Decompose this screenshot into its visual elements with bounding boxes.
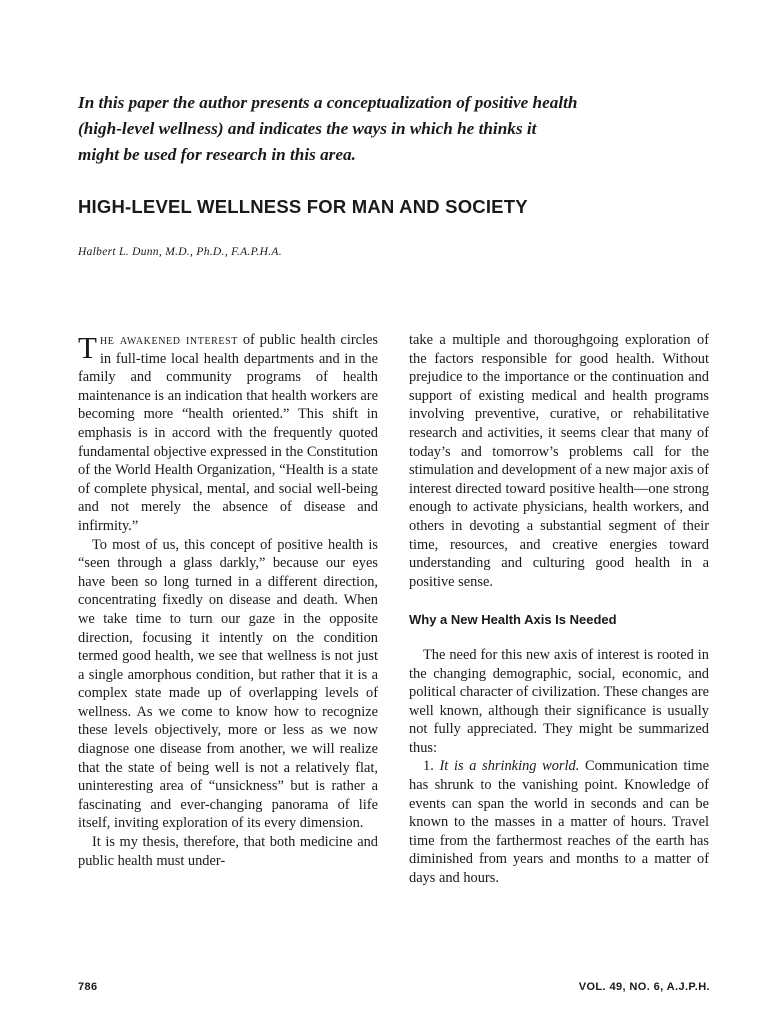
left-column [78, 331, 378, 870]
page-number: 786 [78, 981, 98, 993]
paragraph-text: of public health circles in full-time local health departments and in the family and community programs of health maintenance is an indication that health workers are becoming more “health oriented.” This shift in emphasis is in accord with the frequently quoted fundamental objective expressed in the Constitution of the World Health Organization, “Health is a state of complete physical, mental, and social well-being and not merely the absence of disease and infirmity.” [78, 332, 378, 534]
abstract-line: (high-level wellness) and indicates the ways in which he thinks it [78, 119, 537, 138]
item-lead: It is a shrinking world. [439, 758, 580, 775]
author-byline: Halbert L. Dunn, M.D., Ph.D., F.A.P.H.A. [78, 246, 282, 258]
paragraph: The need for this new axis of interest is rooted in the changing demographic, social, economic, and political character of civilization. These changes are well known, although their significance is usually not fully appreciated. They might be summarized thus: [409, 646, 709, 756]
item-text: Communication time has shrunk to the vanishing point. Knowledge of events can span the world in seconds and can be known to the masses in a matter of hours. Travel time from the farthermost reaches of the earth has diminished from years and months to a matter of days and hours. [409, 758, 709, 887]
right-column [409, 331, 709, 888]
article-title: HIGH-LEVEL WELLNESS FOR MAN AND SOCIETY [78, 196, 528, 217]
abstract-line: might be used for research in this area. [78, 145, 356, 164]
item-number: 1. [423, 758, 434, 775]
section-heading: Why a New Health Axis Is Needed [409, 612, 617, 628]
paragraph: It is my thesis, therefore, that both medicine and public health must under- [78, 834, 378, 869]
abstract [78, 90, 728, 168]
lead-smallcaps: he awakened interest [99, 332, 238, 348]
drop-cap: T [78, 330, 97, 365]
paragraph: take a multiple and thoroughgoing exploration of the factors responsible for good health. Without prejudice to the importance or the continuation and support of existing medical and health programs involving preventive, curative, or rehabilitative research and activities, it seems clear that many of today’s and tomorrow’s problems call for the stimulation and development of a new major axis of interest directed toward positive health—one strong enough to activate physicians, health workers, and others in devoting a substantial segment of their time, resources, and creative energies toward understanding and culturing good health in a positive sense. [409, 332, 709, 590]
paragraph: To most of us, this concept of positive health is “seen through a glass darkly,” because our eyes have been so long turned in a different direction, concentrating fixedly on disease and death. When we take time to turn our gaze in the opposite direction, focusing it intently on the condition termed good health, we see that wellness is not just a single amorphous condition, but rather that it is a complex state made up of overlapping levels of wellness. As we come to know how to recognize these levels objectively, more or less as we now diagnose one disease from another, we will realize that the state of being well is not a relatively flat, uninteresting area of “unsickness” but is rather a fascinating and ever-changing panorama of life itself, inviting exploration of its every dimension. [78, 536, 378, 832]
abstract-line: In this paper the author presents a conceptualization of positive health [78, 93, 578, 112]
journal-reference: VOL. 49, NO. 6, A.J.P.H. [578, 981, 710, 993]
paragraph [78, 331, 378, 536]
list-item [409, 757, 709, 887]
